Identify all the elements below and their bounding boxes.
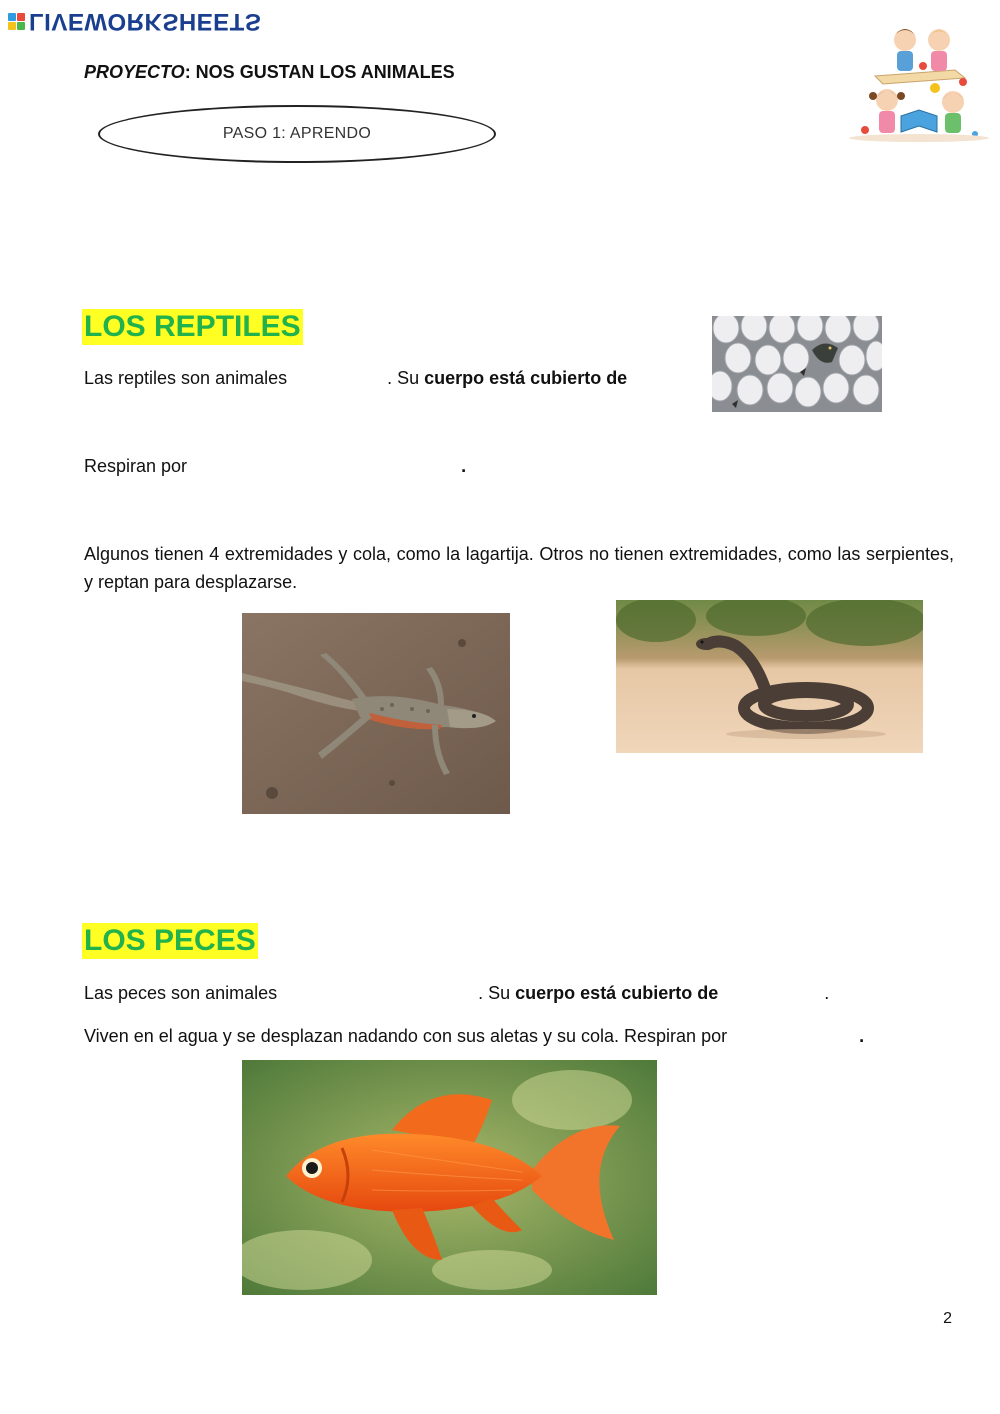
peces-heading: LOS PECES [84, 924, 256, 957]
peces-line-1-bold: cuerpo está cubierto de [515, 983, 719, 1003]
peces-line-1-text: Las peces son animales [84, 983, 278, 1003]
peces-line-2-end: . [859, 1026, 865, 1046]
peces-line-1-end: . [824, 983, 830, 1003]
reptiles-line-2-end: . [461, 456, 467, 476]
reptiles-line-1-text: Las reptiles son animales [84, 368, 288, 388]
lizard-photo [242, 613, 510, 814]
logo-text: LIVEWORKSHEETS [29, 8, 262, 35]
reptiles-heading: LOS REPTILES [84, 310, 301, 343]
project-title-rest: : NOS GUSTAN LOS ANIMALES [184, 62, 455, 82]
project-title-italic: PROYECTO [84, 62, 185, 82]
project-title [84, 62, 455, 83]
peces-line-1-text-b: . Su [478, 983, 516, 1003]
step-oval [98, 105, 496, 163]
peces-line-2 [84, 1022, 954, 1050]
hatching-eggs-photo [712, 316, 882, 412]
reptiles-paragraph: Algunos tienen 4 extremidades y cola, como la lagartija. Otros no tienen extremidades, como las serpientes, y reptan para desplazarse. [84, 544, 954, 592]
goldfish-photo [242, 1060, 657, 1295]
peces-line-2-text: Viven en el agua y se desplazan nadando con sus aletas y su cola. Respiran por [84, 1026, 728, 1046]
reptiles-line-2 [84, 452, 504, 480]
page-number: 2 [943, 1310, 952, 1327]
peces-line-1 [84, 979, 904, 1007]
reptiles-line-1-bold: cuerpo está cubierto de [424, 368, 628, 388]
step-label: PASO 1: APRENDO [222, 125, 372, 142]
reptiles-line-1 [84, 364, 704, 392]
children-reading-illustration [835, 18, 1000, 146]
liveworksheets-logo [8, 6, 298, 36]
reptiles-line-2-text: Respiran por [84, 456, 188, 476]
snake-photo [616, 600, 923, 753]
logo-blocks-icon [8, 13, 25, 30]
reptiles-line-1-text-b: . Su [387, 368, 425, 388]
